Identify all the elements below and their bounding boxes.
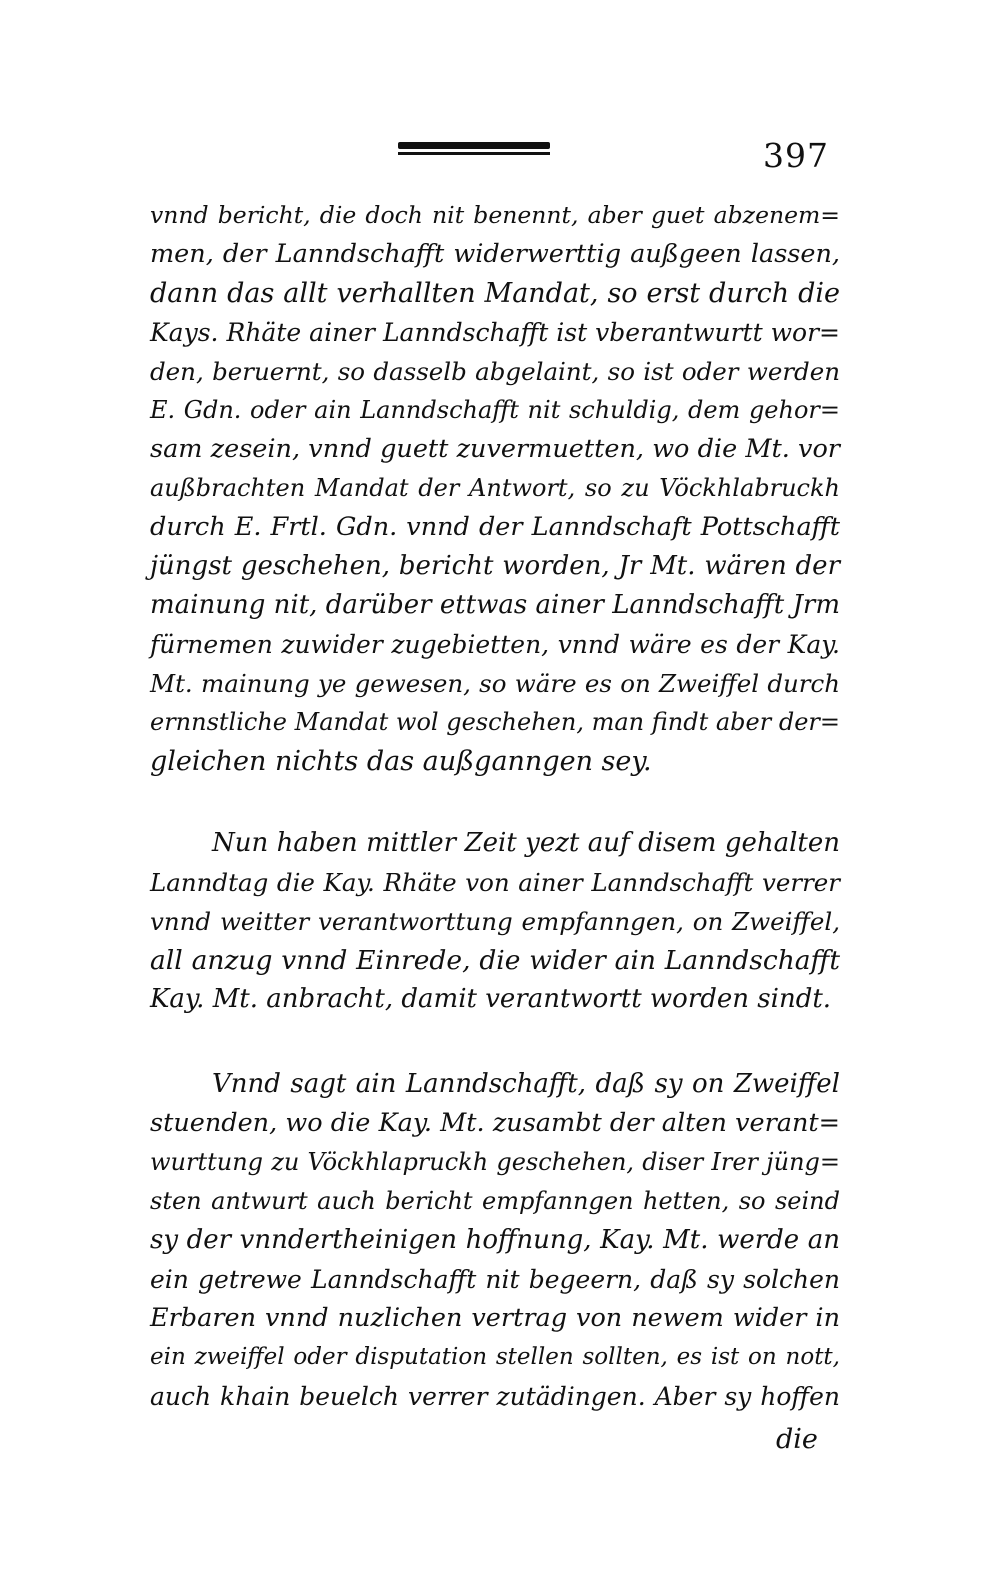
text-line: Lanndtag die Kay. Rhäte von ainer Lanndschafft verrer: [150, 868, 840, 897]
text-line: Nun haben mittler Zeit yezt auf disem gehalten: [212, 828, 840, 858]
paragraph-2: [150, 824, 840, 1019]
paragraph-3: [150, 1065, 840, 1416]
text-line: stuenden, wo die Kay. Mt. zusambt der alten verant=: [150, 1108, 840, 1138]
header-rule-thin: [398, 152, 550, 155]
text-line: ernnstliche Mandat wol geschehen, man findt aber der=: [150, 708, 840, 736]
text-line: sam zesein, vnnd guett zuvermuetten, wo die Mt. vor: [150, 434, 840, 464]
text-line: fürnemen zuwider zugebietten, vnnd wäre es der Kay.: [150, 630, 840, 659]
text-line: E. Gdn. oder ain Lanndschafft nit schuldig, dem gehor=: [150, 396, 840, 424]
text-line: wurttung zu Vöckhlapruckh geschehen, diser Irer jüng=: [150, 1148, 840, 1176]
text-line: Kay. Mt. anbracht, damit verantwortt worden sindt.: [150, 984, 832, 1014]
text-line: all anzug vnnd Einrede, die wider ain Lanndschafft: [150, 945, 840, 976]
text-line: jüngst geschehen, bericht worden, Jr Mt. wären der: [150, 551, 840, 581]
header-rule-thick: [398, 142, 550, 149]
text-line: gleichen nichts das außganngen sey.: [150, 746, 652, 777]
catchword: die: [776, 1424, 818, 1455]
text-line: durch E. Frtl. Gdn. vnnd der Lanndschaft Pottschafft: [150, 512, 840, 542]
text-line: Erbaren vnnd nuzlichen vertrag von newem wider in: [150, 1303, 840, 1333]
text-line: Vnnd sagt ain Lanndschafft, daß sy on Zweiffel: [212, 1069, 840, 1099]
text-line: dann das allt verhallten Mandat, so erst durch die: [150, 278, 840, 309]
text-line: vnnd weitter verantworttung empfanngen, on Zweiffel,: [150, 907, 840, 936]
text-line: ein zweiffel oder disputation stellen sollten, es ist on nott,: [150, 1344, 840, 1370]
text-line: mainung nit, darüber ettwas ainer Lanndschafft Jrm: [150, 590, 840, 620]
page-number: 397: [763, 136, 829, 175]
text-line: ein getrewe Lanndschafft nit begeern, daß sy solchen: [150, 1265, 840, 1294]
header-ornament-rule: [398, 142, 550, 156]
text-line: Kays. Rhäte ainer Lanndschafft ist vberantwurtt wor=: [150, 318, 840, 347]
text-line: außbrachten Mandat der Antwort, so zu Vöckhlabruckh: [150, 474, 840, 502]
text-line: vnnd bericht, die doch nit benennt, aber guet abzenem=: [150, 201, 840, 229]
text-line: sten antwurt auch bericht empfanngen hetten, so seind: [150, 1187, 840, 1215]
paragraph-1: [150, 196, 840, 781]
text-line: Mt. mainung ye gewesen, so wäre es on Zweiffel durch: [150, 669, 840, 698]
text-line: auch khain beuelch verrer zutädingen. Aber sy hoffen: [150, 1382, 840, 1411]
text-line: den, beruernt, so dasselb abgelaint, so ist oder werden: [150, 357, 840, 386]
text-line: sy der vnndertheinigen hoffnung, Kay. Mt. werde an: [150, 1225, 840, 1255]
text-line: men, der Lanndschafft widerwerttig außgeen lassen,: [150, 239, 840, 269]
